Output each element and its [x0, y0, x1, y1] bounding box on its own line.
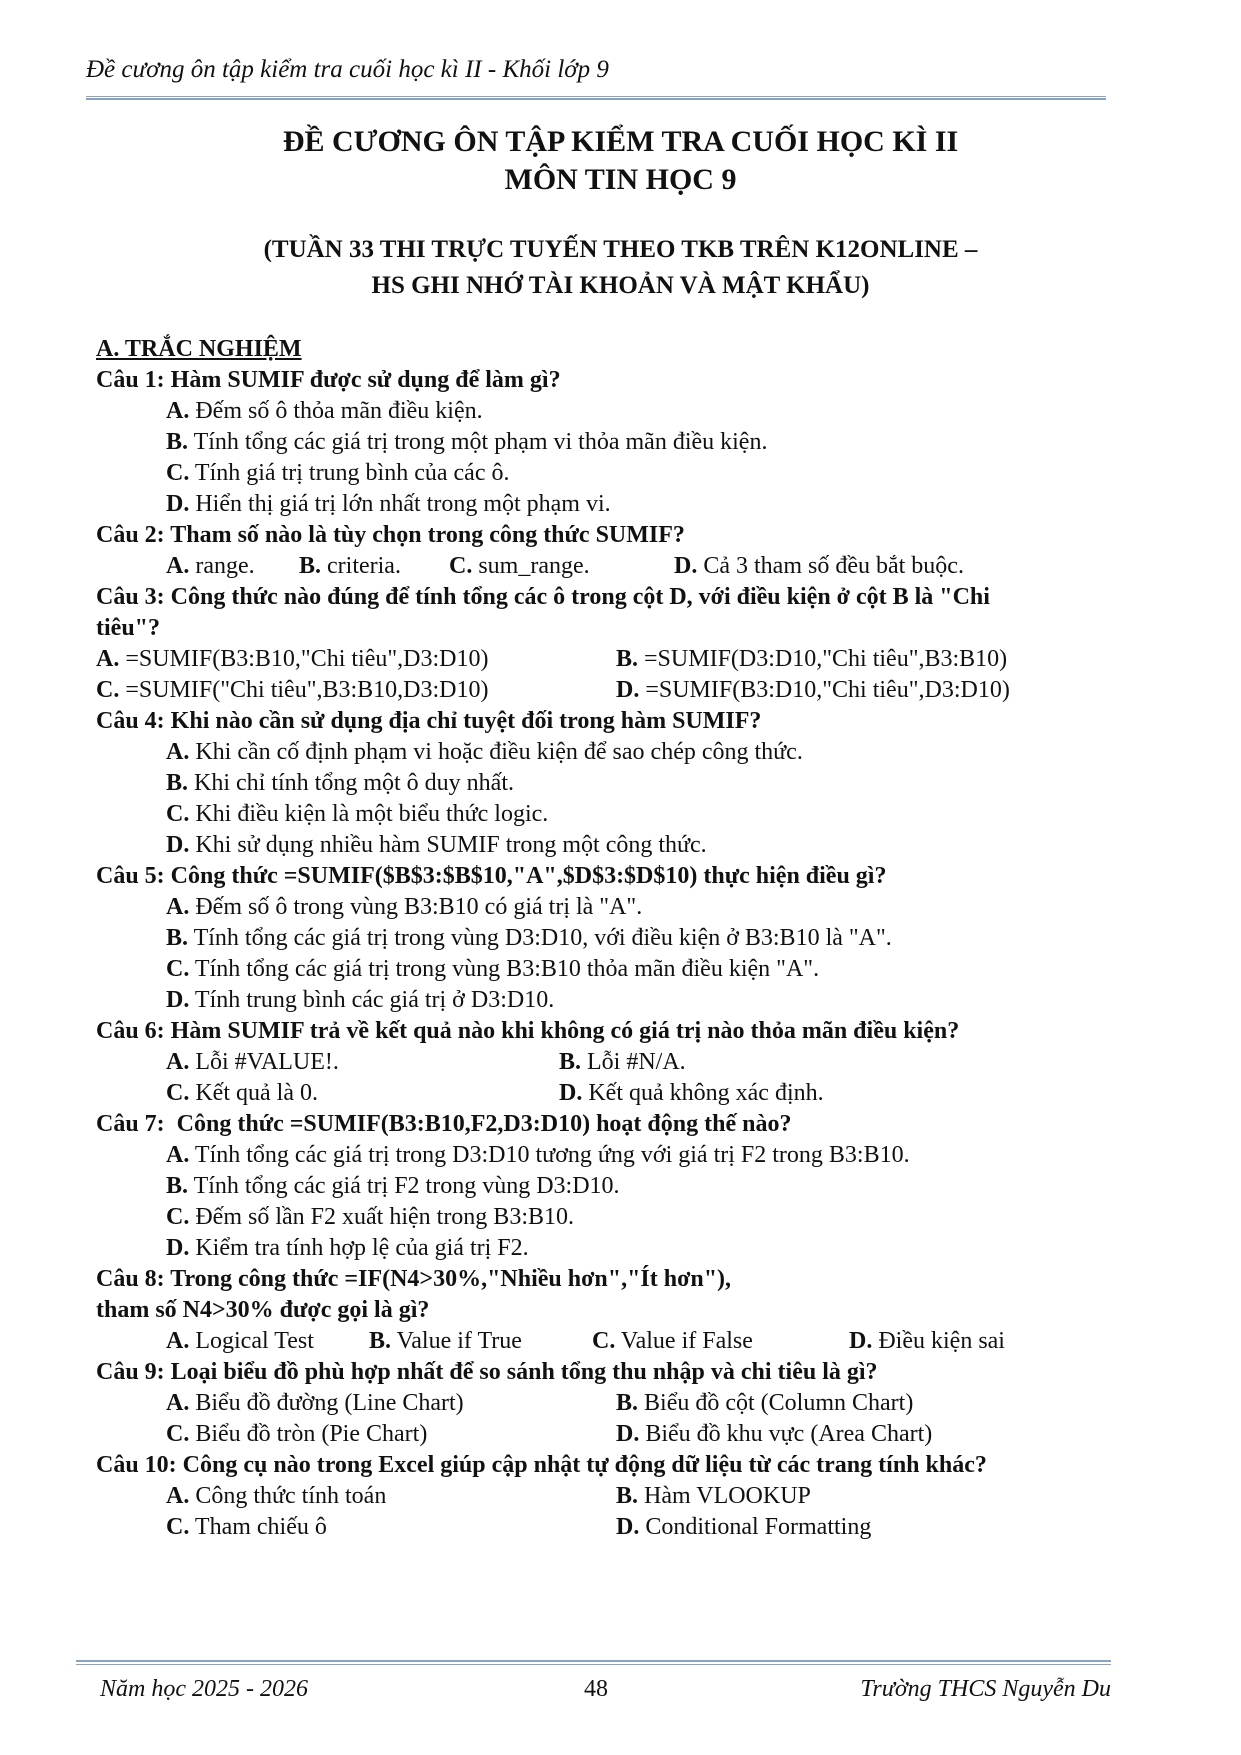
- q4-option-c: C. Khi điều kiện là một biểu thức logic.: [166, 801, 549, 827]
- q3-option-c: C. =SUMIF("Chi tiêu",B3:B10,D3:D10): [96, 677, 489, 703]
- q7-option-a: A. Tính tổng các giá trị trong D3:D10 tương ứng với giá trị F2 trong B3:B10.: [166, 1142, 910, 1168]
- q9-option-a: A. Biểu đồ đường (Line Chart): [166, 1390, 464, 1416]
- q6-options-row-1: [96, 1047, 1096, 1078]
- q10-option-a: A. Công thức tính toán: [166, 1483, 387, 1509]
- q9-options-row-1: [96, 1388, 1096, 1419]
- footer-school-name: Trường THCS Nguyễn Du: [860, 1676, 1111, 1702]
- q6-option-a: A. Lỗi #VALUE!.: [166, 1049, 339, 1075]
- footer-rule: [76, 1660, 1111, 1665]
- note-line-2: HS GHI NHỚ TÀI KHOẢN VÀ MẬT KHẨU): [371, 272, 870, 299]
- document-title: [0, 123, 1241, 199]
- header-rule: [86, 96, 1106, 100]
- q5-option-a: A. Đếm số ô trong vùng B3:B10 có giá trị là "A".: [166, 894, 643, 920]
- question-8-line-1: Câu 8: Trong công thức =IF(N4>30%,"Nhiều hơn","Ít hơn"),: [96, 1266, 732, 1292]
- q4-option-b: B. Khi chỉ tính tổng một ô duy nhất.: [166, 770, 514, 796]
- question-7: Câu 7: Công thức =SUMIF(B3:B10,F2,D3:D10) hoạt động thế nào?: [96, 1111, 792, 1137]
- q6-option-b: B. Lỗi #N/A.: [559, 1049, 686, 1075]
- q1-option-a: A. Đếm số ô thỏa mãn điều kiện.: [166, 398, 483, 424]
- q4-option-a: A. Khi cần cố định phạm vi hoặc điều kiện để sao chép công thức.: [166, 739, 803, 765]
- q9-option-c: C. Biểu đồ tròn (Pie Chart): [166, 1421, 428, 1447]
- q1-option-d: D. Hiển thị giá trị lớn nhất trong một phạm vi.: [166, 491, 611, 517]
- q2-option-a: A. range.: [166, 553, 255, 579]
- title-line-1: ĐỀ CƯƠNG ÔN TẬP KIỂM TRA CUỐI HỌC KÌ II: [282, 125, 959, 158]
- q6-options-row-2: [96, 1078, 1096, 1109]
- question-5: Câu 5: Công thức =SUMIF($B$3:$B$10,"A",$D$3:$D$10) thực hiện điều gì?: [96, 863, 887, 889]
- q1-option-c: C. Tính giá trị trung bình của các ô.: [166, 460, 510, 486]
- question-6: Câu 6: Hàm SUMIF trả về kết quả nào khi không có giá trị nào thỏa mãn điều kiện?: [96, 1018, 960, 1044]
- q2-option-d: D. Cả 3 tham số đều bắt buộc.: [674, 553, 964, 579]
- q2-option-b: B. criteria.: [299, 553, 401, 579]
- question-1: Câu 1: Hàm SUMIF được sử dụng để làm gì?: [96, 367, 561, 393]
- q7-option-d: D. Kiểm tra tính hợp lệ của giá trị F2.: [166, 1235, 529, 1261]
- q9-options-row-2: [96, 1419, 1096, 1450]
- q9-option-d: D. Biểu đồ khu vực (Area Chart): [616, 1421, 933, 1447]
- question-9: Câu 9: Loại biểu đồ phù hợp nhất để so sánh tổng thu nhập và chi tiêu là gì?: [96, 1359, 878, 1385]
- q10-options-row-2: [96, 1512, 1096, 1543]
- q3-options-row-2: [96, 675, 1096, 706]
- question-4: Câu 4: Khi nào cần sử dụng địa chỉ tuyệt đối trong hàm SUMIF?: [96, 708, 762, 734]
- q8-option-a: A. Logical Test: [166, 1328, 314, 1354]
- q10-option-b: B. Hàm VLOOKUP: [616, 1483, 811, 1509]
- q8-options: [96, 1326, 1096, 1357]
- question-2: Câu 2: Tham số nào là tùy chọn trong công thức SUMIF?: [96, 522, 685, 548]
- q10-options-row-1: [96, 1481, 1096, 1512]
- exam-note: [0, 232, 1241, 304]
- q9-option-b: B. Biểu đồ cột (Column Chart): [616, 1390, 914, 1416]
- q7-option-c: C. Đếm số lần F2 xuất hiện trong B3:B10.: [166, 1204, 574, 1230]
- q8-option-d: D. Điều kiện sai: [849, 1328, 1005, 1354]
- q3-option-b: B. =SUMIF(D3:D10,"Chi tiêu",B3:B10): [616, 646, 1008, 672]
- q1-option-b: B. Tính tổng các giá trị trong một phạm vi thỏa mãn điều kiện.: [166, 429, 768, 455]
- q2-option-c: C. sum_range.: [449, 553, 590, 579]
- question-3: Câu 3: Công thức nào đúng để tính tổng các ô trong cột D, với điều kiện ở cột B là "Chi tiêu"?: [96, 584, 990, 641]
- q8-option-b: B. Value if True: [369, 1328, 522, 1354]
- q10-option-d: D. Conditional Formatting: [616, 1514, 872, 1540]
- q5-option-d: D. Tính trung bình các giá trị ở D3:D10.: [166, 987, 555, 1013]
- question-10: Câu 10: Công cụ nào trong Excel giúp cập nhật tự động dữ liệu từ các trang tính khác?: [96, 1452, 987, 1478]
- page-number: 48: [584, 1676, 608, 1702]
- q2-options: [96, 551, 1096, 582]
- q4-option-d: D. Khi sử dụng nhiều hàm SUMIF trong một công thức.: [166, 832, 707, 858]
- q3-options-row-1: [96, 644, 1096, 675]
- q3-option-a: A. =SUMIF(B3:B10,"Chi tiêu",D3:D10): [96, 646, 489, 672]
- q6-option-c: C. Kết quả là 0.: [166, 1080, 318, 1106]
- q6-option-d: D. Kết quả không xác định.: [559, 1080, 824, 1106]
- q7-option-b: B. Tính tổng các giá trị F2 trong vùng D3:D10.: [166, 1173, 620, 1199]
- footer-school-year: Năm học 2025 - 2026: [100, 1676, 308, 1702]
- q10-option-c: C. Tham chiếu ô: [166, 1514, 327, 1540]
- q5-option-c: C. Tính tổng các giá trị trong vùng B3:B10 thỏa mãn điều kiện "A".: [166, 956, 820, 982]
- question-8-line-2: tham số N4>30% được gọi là gì?: [96, 1297, 430, 1323]
- q8-option-c: C. Value if False: [592, 1328, 753, 1354]
- running-header: Đề cương ôn tập kiểm tra cuối học kì II - Khối lớp 9: [86, 56, 609, 83]
- q3-option-d: D. =SUMIF(B3:D10,"Chi tiêu",D3:D10): [616, 677, 1010, 703]
- question-list: [96, 334, 1096, 1543]
- q5-option-b: B. Tính tổng các giá trị trong vùng D3:D10, với điều kiện ở B3:B10 là "A".: [166, 925, 892, 951]
- section-heading: A. TRẮC NGHIỆM: [96, 336, 302, 362]
- title-line-2: MÔN TIN HỌC 9: [504, 163, 737, 196]
- note-line-1: (TUẦN 33 THI TRỰC TUYẾN THEO TKB TRÊN K12ONLINE –: [263, 236, 978, 263]
